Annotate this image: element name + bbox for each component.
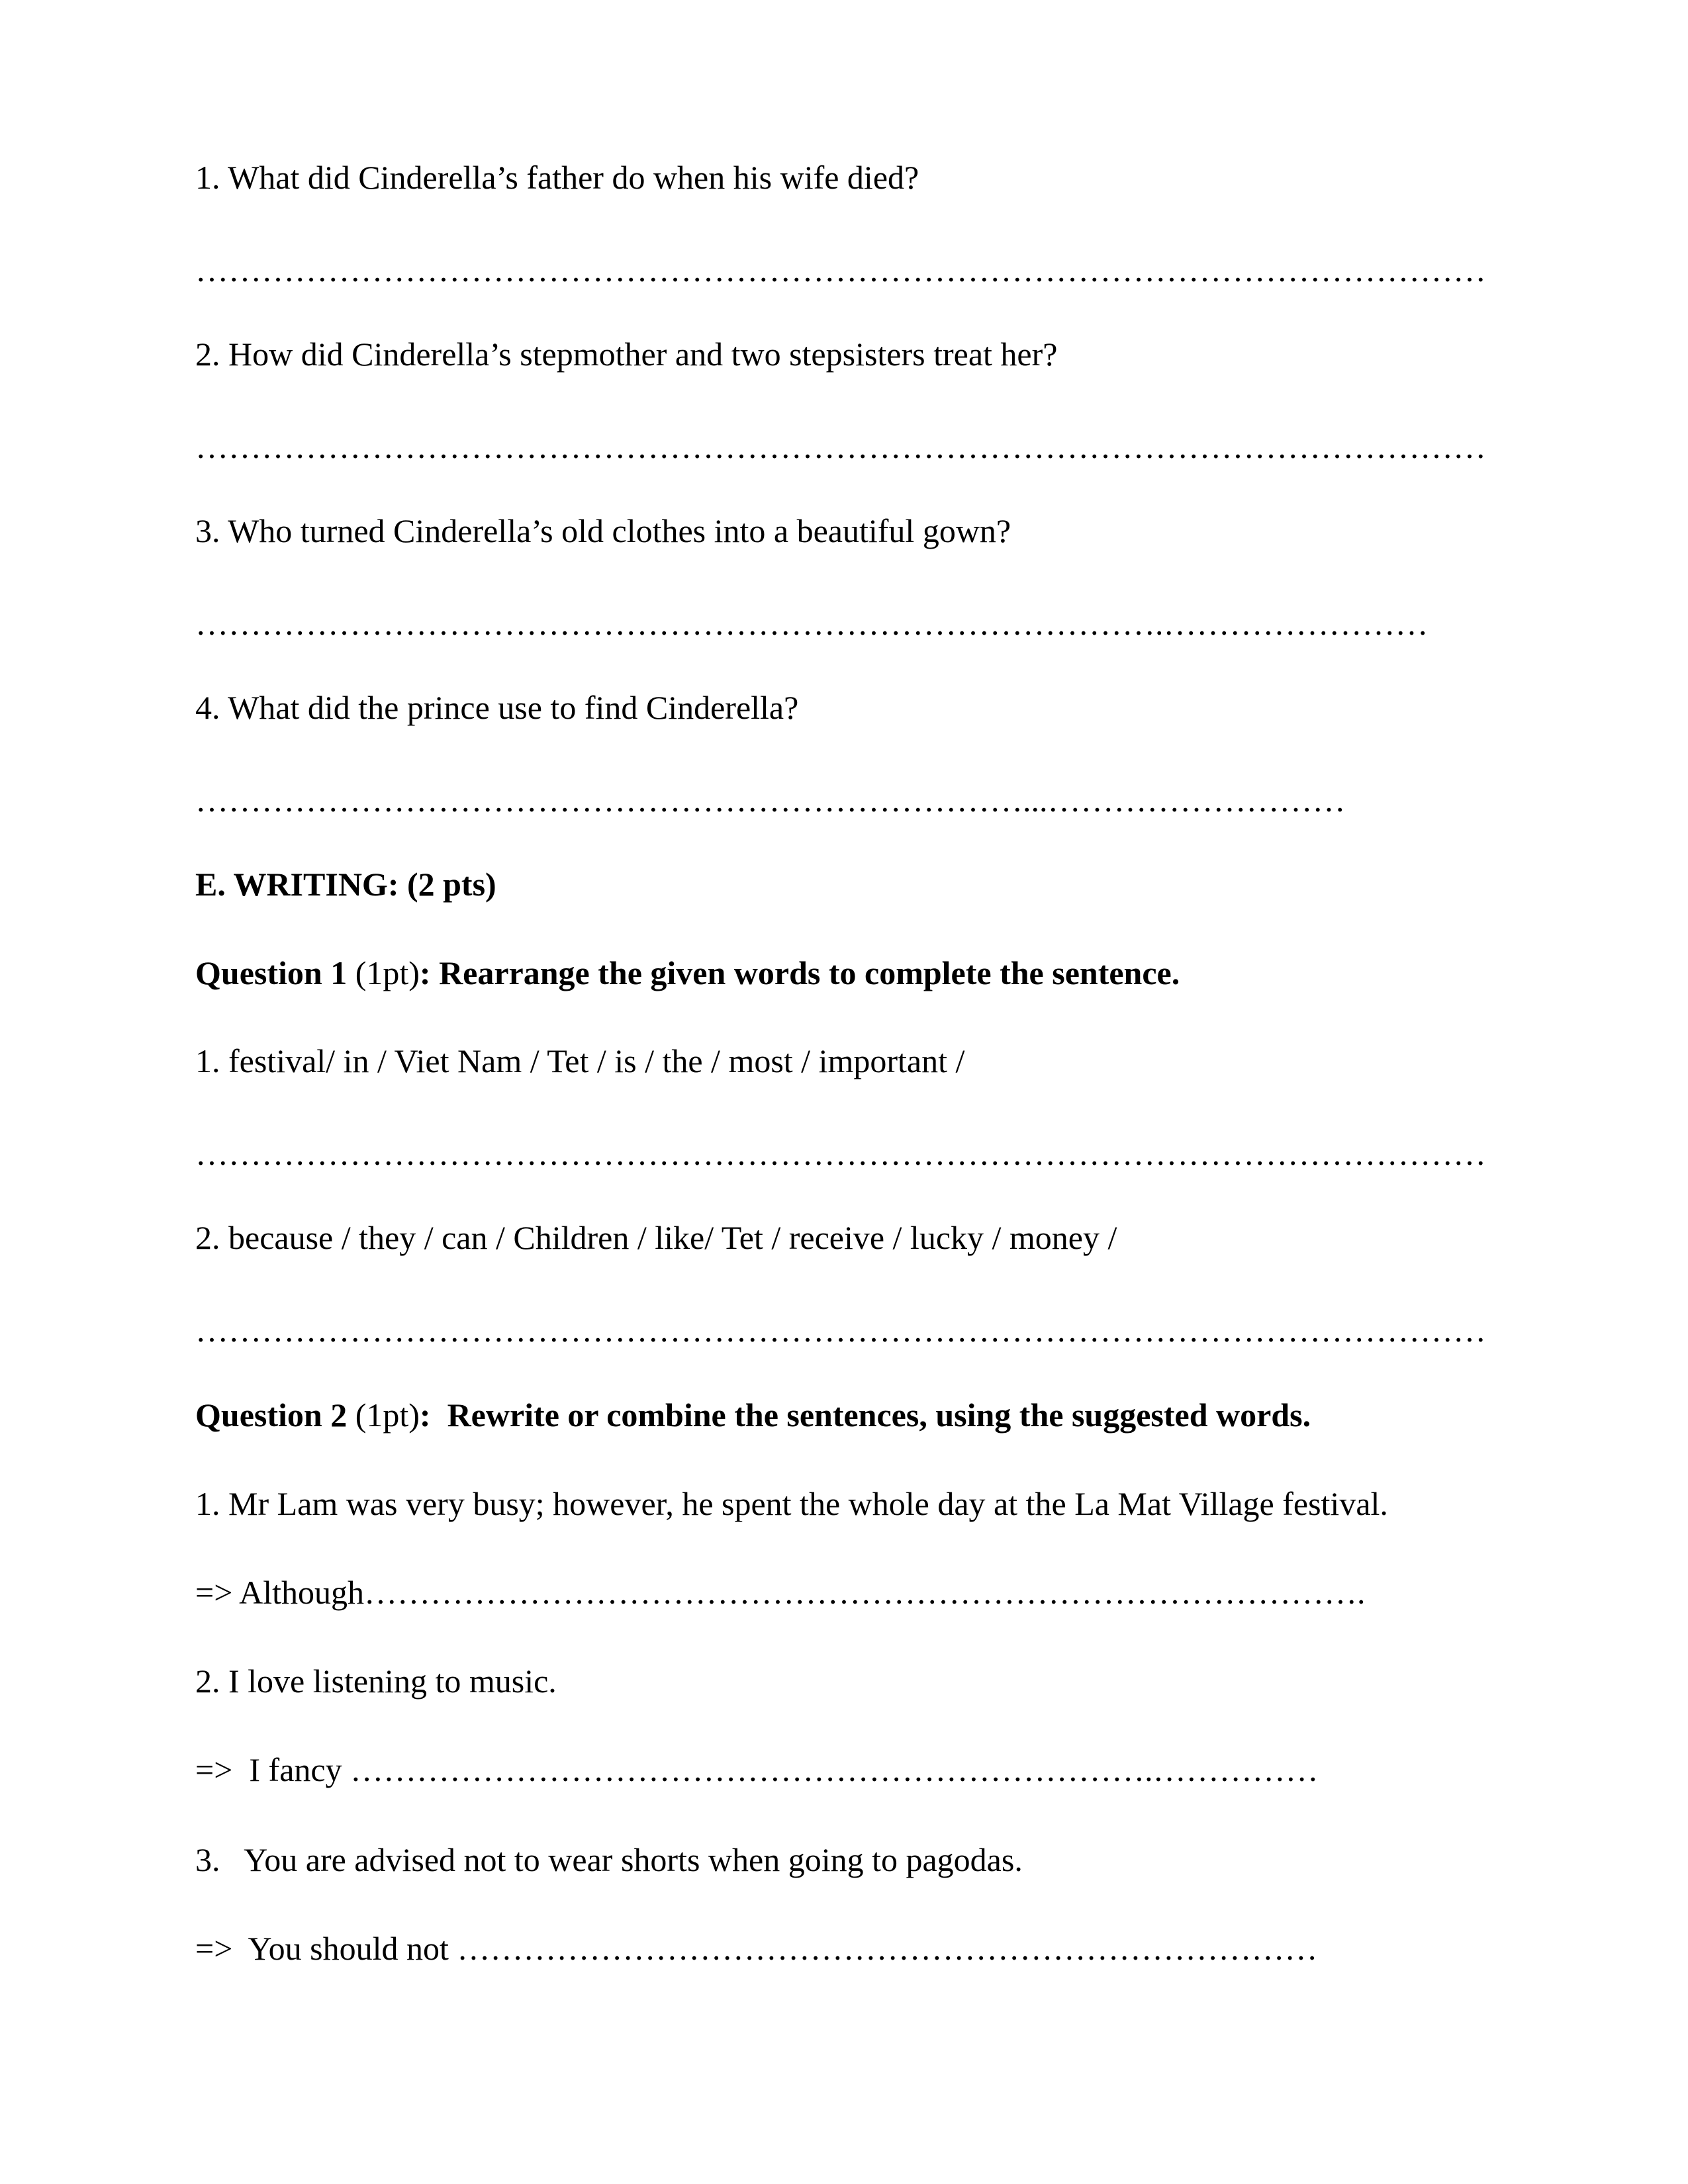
answer-line-1[interactable]: ……………………………………………………………………………………………………… bbox=[195, 251, 1486, 289]
question-2-colon: : bbox=[419, 1396, 431, 1433]
rewrite-answer-3[interactable]: => You should not …………………………………………………………………… bbox=[195, 1930, 1318, 1967]
section-heading-writing: E. WRITING: (2 pts) bbox=[195, 866, 496, 903]
question-2-label: Question 2 bbox=[195, 1396, 348, 1433]
rewrite-item-3: 3. You are advised not to wear shorts when going to pagodas. bbox=[195, 1841, 1023, 1878]
question-2-points: (1pt) bbox=[347, 1396, 420, 1433]
answer-line-2[interactable]: ……………………………………………………………………………………………………… bbox=[195, 428, 1486, 465]
question-1-colon: : bbox=[419, 954, 431, 991]
rearrange-answer-2[interactable]: ……………………………………………………………………………………………………… bbox=[195, 1312, 1486, 1349]
reading-question-3: 3. Who turned Cinderella’s old clothes into a beautiful gown? bbox=[195, 512, 1011, 549]
answer-line-3[interactable]: …………………………………………………………………………….…………………… bbox=[195, 605, 1429, 642]
reading-question-1: 1. What did Cinderella’s father do when his wife died? bbox=[195, 159, 919, 196]
rearrange-answer-1[interactable]: ……………………………………………………………………………………………………… bbox=[195, 1135, 1486, 1172]
question-2-prompt bbox=[195, 1395, 1311, 1435]
question-2-instruction: Rewrite or combine the sentences, using the suggested words. bbox=[430, 1396, 1311, 1433]
rearrange-item-1: 1. festival/ in / Viet Nam / Tet / is / the / most / important / bbox=[195, 1042, 965, 1079]
question-1-instruction: Rearrange the given words to complete the sentence. bbox=[430, 954, 1180, 991]
reading-question-4: 4. What did the prince use to find Cinderella? bbox=[195, 689, 799, 726]
question-1-points: (1pt) bbox=[347, 954, 420, 991]
rearrange-item-2: 2. because / they / can / Children / like/ Tet / receive / lucky / money / bbox=[195, 1219, 1117, 1256]
question-1-label: Question 1 bbox=[195, 954, 348, 991]
rewrite-answer-2[interactable]: => I fancy ……………………………………………………………….…………… bbox=[195, 1751, 1319, 1788]
reading-question-2: 2. How did Cinderella’s stepmother and two stepsisters treat her? bbox=[195, 336, 1058, 373]
rewrite-item-2: 2. I love listening to music. bbox=[195, 1662, 557, 1700]
rewrite-answer-1[interactable]: => Although………………………………………………………………………………. bbox=[195, 1574, 1366, 1611]
question-1-prompt bbox=[195, 953, 1180, 993]
rewrite-item-1: 1. Mr Lam was very busy; however, he spent the whole day at the La Mat Village festival. bbox=[195, 1485, 1388, 1522]
answer-line-4[interactable]: …………………………………………………………………...……………………… bbox=[195, 782, 1346, 819]
